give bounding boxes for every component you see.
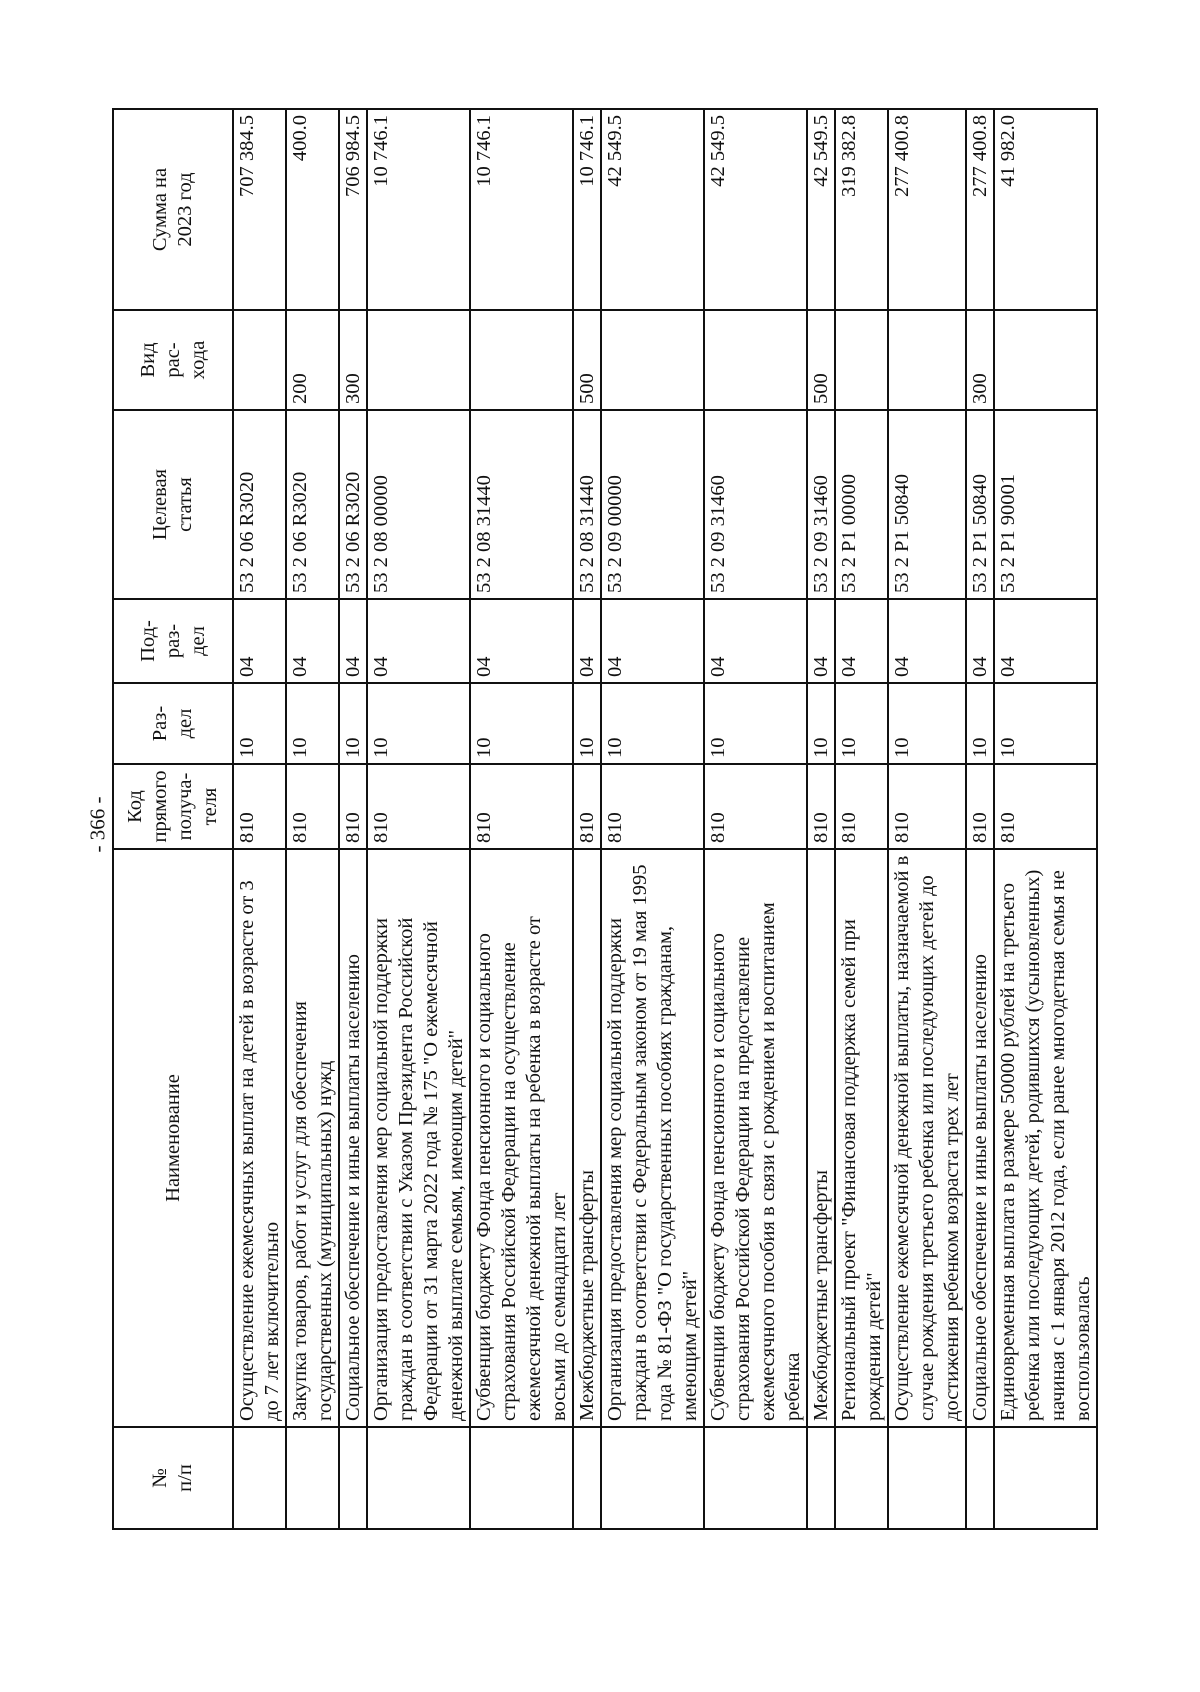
- cell-name: Социальное обеспечение и иные выплаты населению: [339, 849, 367, 1427]
- cell-subsection: 04: [994, 599, 1097, 683]
- header-label-line: п/п: [174, 1464, 196, 1492]
- cell-num: [367, 1427, 470, 1529]
- cell-num: [835, 1427, 888, 1529]
- cell-section: 10: [367, 683, 470, 764]
- cell-name: Организация предоставления мер социальной поддержки граждан в соответствии с Федеральным законом от 19 мая 1995 года № 81-ФЗ "О государственных пособиях гражданам, имеющим детей": [601, 849, 704, 1427]
- table-body: [233, 109, 1097, 1529]
- table-row: [233, 109, 286, 1529]
- cell-recipient-code: 810: [470, 764, 573, 849]
- header-label-line: №: [149, 1468, 171, 1488]
- cell-num: [601, 1427, 704, 1529]
- cell-name: Социальное обеспечение и иные выплаты населению: [966, 849, 994, 1427]
- cell-recipient-code: 810: [994, 764, 1097, 849]
- header-label-line: Сумма на: [149, 167, 171, 252]
- cell-num: [966, 1427, 994, 1529]
- cell-recipient-code: 810: [573, 764, 601, 849]
- cell-expense-type: 500: [573, 310, 601, 410]
- cell-name: Организация предоставления мер социальной поддержки граждан в соответствии с Указом Президента Российской Федерации от 31 марта 2022 года № 175 "О ежемесячной денежной выплате семьям, имеющим детей": [367, 849, 470, 1427]
- cell-num: [573, 1427, 601, 1529]
- cell-subsection: 04: [286, 599, 339, 683]
- cell-amount: 42 549.5: [704, 109, 807, 310]
- cell-section: 10: [704, 683, 807, 764]
- cell-section: 10: [807, 683, 835, 764]
- cell-expense-type: [704, 310, 807, 410]
- cell-recipient-code: 810: [807, 764, 835, 849]
- cell-target-article: 53 2 09 31460: [704, 410, 807, 599]
- cell-name: Осуществление ежемесячной денежной выплаты, назначаемой в случае рождения третьего ребенка или последующих детей до достижения ребенком возраста трех лет: [888, 849, 966, 1427]
- cell-target-article: 53 2 P1 50840: [888, 410, 966, 599]
- cell-num: [233, 1427, 286, 1529]
- cell-name: Межбюджетные трансферты: [807, 849, 835, 1427]
- cell-subsection: 04: [835, 599, 888, 683]
- cell-amount: 706 984.5: [339, 109, 367, 310]
- table-row: [367, 109, 470, 1529]
- cell-subsection: 04: [807, 599, 835, 683]
- cell-recipient-code: 810: [367, 764, 470, 849]
- cell-amount: 42 549.5: [601, 109, 704, 310]
- cell-recipient-code: 810: [888, 764, 966, 849]
- cell-expense-type: [367, 310, 470, 410]
- table-row: [966, 109, 994, 1529]
- header-label-line: статья: [174, 477, 196, 532]
- cell-amount: 10 746.1: [470, 109, 573, 310]
- cell-target-article: 53 2 06 R3020: [286, 410, 339, 599]
- cell-expense-type: [470, 310, 573, 410]
- cell-section: 10: [835, 683, 888, 764]
- cell-subsection: 04: [888, 599, 966, 683]
- header-label-line: получа-: [174, 772, 196, 841]
- cell-recipient-code: 810: [966, 764, 994, 849]
- cell-recipient-code: 810: [835, 764, 888, 849]
- cell-amount: 10 746.1: [367, 109, 470, 310]
- budget-table: [112, 108, 1098, 1530]
- cell-expense-type: [601, 310, 704, 410]
- cell-target-article: 53 2 P1 50840: [966, 410, 994, 599]
- header-label-line: Целевая: [149, 468, 171, 541]
- header-recipient-code: [113, 764, 233, 849]
- cell-name: Региональный проект "Финансовая поддержка семей при рождении детей": [835, 849, 888, 1427]
- header-expense-type: [113, 310, 233, 410]
- cell-target-article: 53 2 09 31460: [807, 410, 835, 599]
- header-label-line: дел: [174, 708, 196, 739]
- cell-name: Осуществление ежемесячных выплат на детей в возрасте от 3 до 7 лет включительно: [233, 849, 286, 1427]
- cell-subsection: 04: [704, 599, 807, 683]
- cell-amount: 277 400.8: [966, 109, 994, 310]
- cell-num: [339, 1427, 367, 1529]
- page-number: - 366 -: [85, 796, 110, 853]
- table-row: [339, 109, 367, 1529]
- cell-section: 10: [573, 683, 601, 764]
- cell-num: [470, 1427, 573, 1529]
- cell-expense-type: 300: [339, 310, 367, 410]
- cell-section: 10: [339, 683, 367, 764]
- cell-section: 10: [601, 683, 704, 764]
- header-amount-2023: [113, 109, 233, 310]
- header-label-line: теля: [199, 787, 221, 826]
- cell-num: [888, 1427, 966, 1529]
- cell-subsection: 04: [233, 599, 286, 683]
- header-subsection: [113, 599, 233, 683]
- table-row: [704, 109, 807, 1529]
- cell-recipient-code: 810: [601, 764, 704, 849]
- cell-amount: 42 549.5: [807, 109, 835, 310]
- cell-target-article: 53 2 06 R3020: [339, 410, 367, 599]
- table-row: [573, 109, 601, 1529]
- table-row: [835, 109, 888, 1529]
- cell-section: 10: [470, 683, 573, 764]
- header-label-line: рас-: [161, 342, 184, 378]
- cell-amount: 41 982.0: [994, 109, 1097, 310]
- table-row: [601, 109, 704, 1529]
- header-label-line: Код: [124, 790, 146, 823]
- cell-recipient-code: 810: [286, 764, 339, 849]
- cell-section: 10: [286, 683, 339, 764]
- cell-name: Субвенции бюджету Фонда пенсионного и социального страхования Российской Федерации на предоставление ежемесячного пособия в связи с рождением и воспитанием ребенка: [704, 849, 807, 1427]
- cell-subsection: 04: [367, 599, 470, 683]
- cell-target-article: 53 2 06 R3020: [233, 410, 286, 599]
- cell-target-article: 53 2 P1 00000: [835, 410, 888, 599]
- cell-amount: 319 382.8: [835, 109, 888, 310]
- cell-recipient-code: 810: [339, 764, 367, 849]
- cell-name: Закупка товаров, работ и услуг для обеспечения государственных (муниципальных) нужд: [286, 849, 339, 1427]
- table-row: [994, 109, 1097, 1529]
- header-label-line: Наименование: [161, 1074, 184, 1202]
- header-name: [113, 849, 233, 1427]
- cell-subsection: 04: [573, 599, 601, 683]
- cell-amount: 10 746.1: [573, 109, 601, 310]
- table-row: [807, 109, 835, 1529]
- cell-section: 10: [888, 683, 966, 764]
- cell-target-article: 53 2 09 00000: [601, 410, 704, 599]
- cell-num: [994, 1427, 1097, 1529]
- cell-recipient-code: 810: [233, 764, 286, 849]
- cell-amount: 400.0: [286, 109, 339, 310]
- cell-subsection: 04: [339, 599, 367, 683]
- cell-name: Межбюджетные трансферты: [573, 849, 601, 1427]
- cell-expense-type: [888, 310, 966, 410]
- cell-num: [286, 1427, 339, 1529]
- table-row: [888, 109, 966, 1529]
- header-num: [113, 1427, 233, 1529]
- cell-target-article: 53 2 08 00000: [367, 410, 470, 599]
- cell-recipient-code: 810: [704, 764, 807, 849]
- cell-name: Субвенции бюджету Фонда пенсионного и социального страхования Российской Федерации на осуществление ежемесячной денежной выплаты на ребенка в возрасте от восьми до семнадцати лет: [470, 849, 573, 1427]
- table-header-row: [113, 109, 233, 1529]
- header-label-line: Под-: [136, 620, 159, 662]
- budget-table-sheet: [112, 110, 1094, 1530]
- cell-section: 10: [994, 683, 1097, 764]
- cell-subsection: 04: [601, 599, 704, 683]
- header-label-line: прямого: [149, 770, 171, 843]
- cell-section: 10: [966, 683, 994, 764]
- cell-num: [807, 1427, 835, 1529]
- header-label-line: хода: [186, 340, 209, 380]
- table-row: [470, 109, 573, 1529]
- cell-num: [704, 1427, 807, 1529]
- header-label-line: 2023 год: [174, 172, 196, 247]
- cell-expense-type: [233, 310, 286, 410]
- header-label-line: дел: [186, 626, 209, 656]
- cell-expense-type: 300: [966, 310, 994, 410]
- cell-section: 10: [233, 683, 286, 764]
- cell-expense-type: [994, 310, 1097, 410]
- cell-amount: 277 400.8: [888, 109, 966, 310]
- cell-target-article: 53 2 08 31440: [573, 410, 601, 599]
- header-label-line: Раз-: [149, 705, 171, 742]
- cell-expense-type: 200: [286, 310, 339, 410]
- header-target-article: [113, 410, 233, 599]
- cell-subsection: 04: [470, 599, 573, 683]
- cell-name: Единовременная выплата в размере 50000 рублей на третьего ребенка или последующих детей, родившихся (усыновленных) начиная с 1 января 2012 года, если ранее многодетная семья не воспользовалась: [994, 849, 1097, 1427]
- cell-target-article: 53 2 P1 90001: [994, 410, 1097, 599]
- header-section: [113, 683, 233, 764]
- table-row: [286, 109, 339, 1529]
- cell-expense-type: 500: [807, 310, 835, 410]
- cell-target-article: 53 2 08 31440: [470, 410, 573, 599]
- header-label-line: раз-: [161, 623, 184, 659]
- cell-subsection: 04: [966, 599, 994, 683]
- header-label-line: Вид: [136, 342, 159, 378]
- cell-amount: 707 384.5: [233, 109, 286, 310]
- cell-expense-type: [835, 310, 888, 410]
